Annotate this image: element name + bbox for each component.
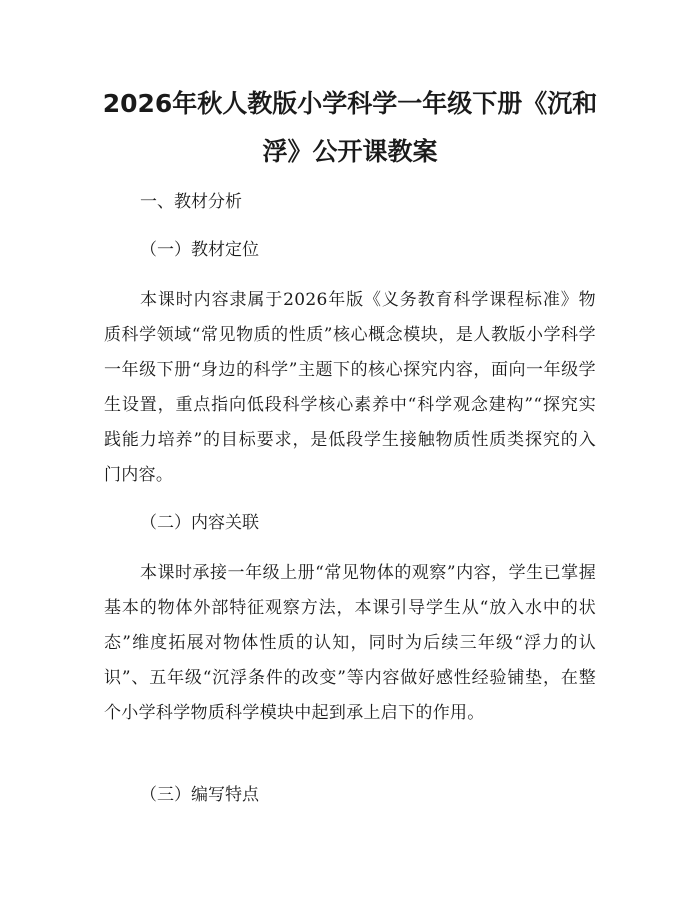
subsection-heading-writing-features: （三）编写特点 [140, 785, 259, 805]
section-heading-textbook-analysis: 一、教材分析 [140, 192, 242, 212]
document-title: 2026年秋人教版小学科学一年级下册《沉和浮》公开课教案 [102, 89, 598, 166]
paragraph-content-relation: 本课时承接一年级上册“常见物体的观察”内容，学生已掌握基本的物体外部特征观察方法，本课引导学生从“放入水中的状态”维度拓展对物体性质的认知，同时为后续三年级“浮力的认识”、五年级“沉浮条件的改变”等内容做好感性经验铺垫，在整个小学科学物质科学模块中起到承上启下的作用。 [104, 563, 596, 723]
subsection-heading-content-relation: （二）内容关联 [140, 513, 259, 533]
paragraph-positioning: 本课时内容隶属于2026年版《义务教育科学课程标准》物质科学领域“常见物质的性质”核心概念模块，是人教版小学科学一年级下册“身边的科学”主题下的核心探究内容，面向一年级学生设置，重点指向低段科学核心素养中“科学观念建构”“探究实践能力培养”的目标要求，是低段学生接触物质性质类探究的入门内容。 [104, 290, 596, 485]
subsection-heading-positioning: （一）教材定位 [140, 240, 259, 260]
